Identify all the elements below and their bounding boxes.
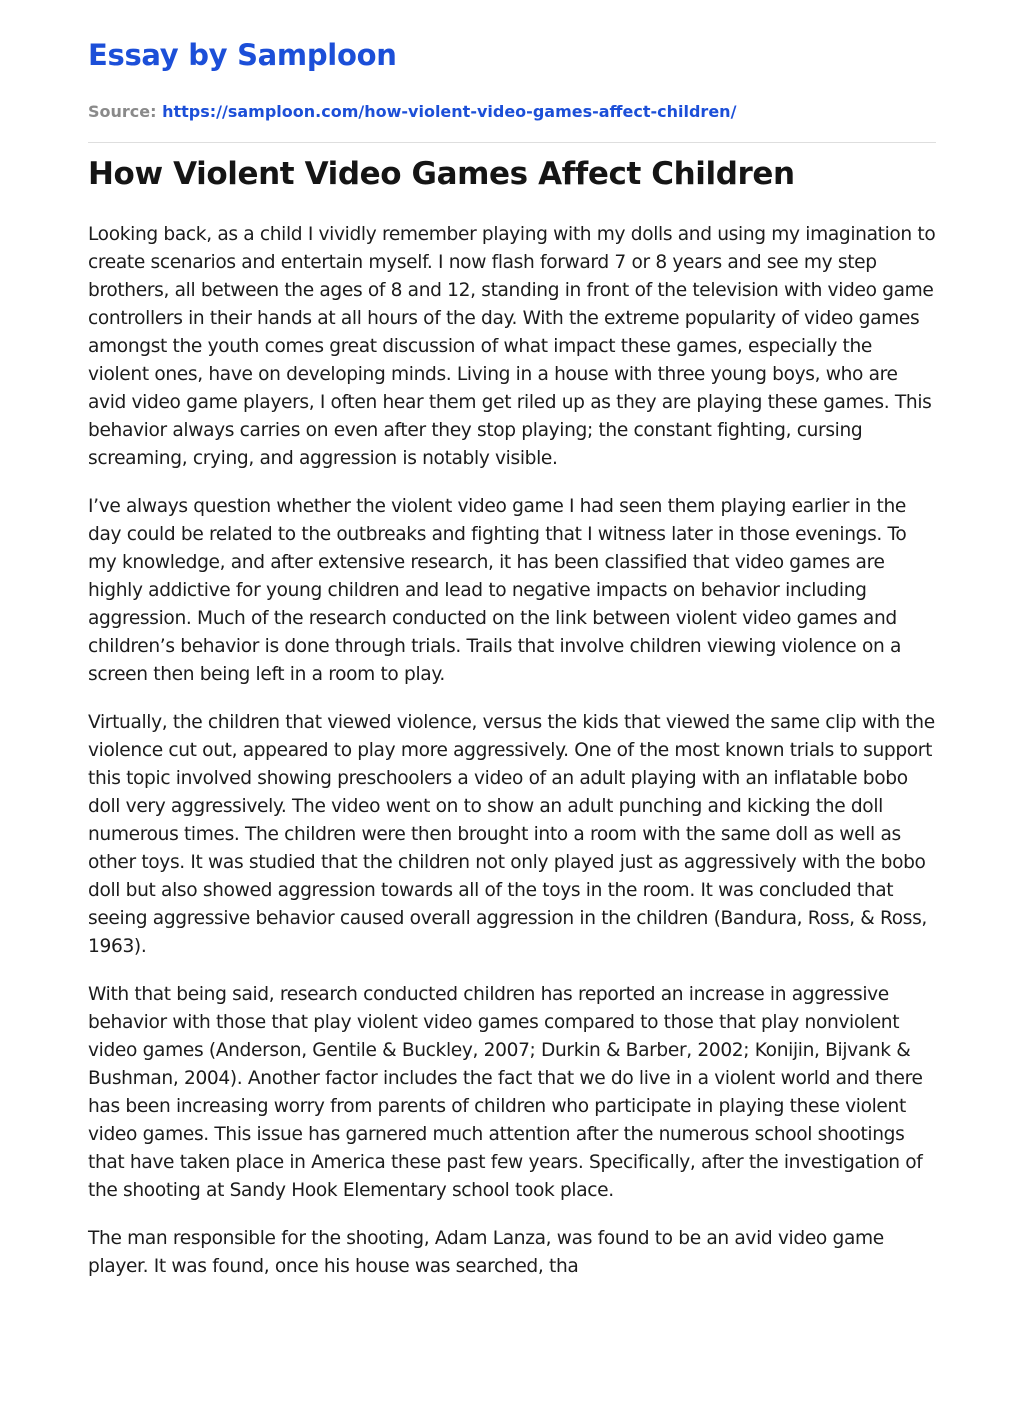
essay-paragraph: Looking back, as a child I vividly remember playing with my dolls and using my imagination to create scenarios and entertain myself. I now flash forward 7 or 8 years and see my step brothers, all between the ages of 8 and 12, standing in front of the television with video game controllers in their hands at all hours of the day. With the extreme popularity of video games amongst the youth comes great discussion of what impact these games, especially the violent ones, have on developing minds. Living in a house with three young boys, who are avid video game players, I often hear them get riled up as they are playing these games. This behavior always carries on even after they stop playing; the constant fighting, cursing screaming, crying, and aggression is notably visible.: [88, 224, 936, 469]
header-divider: [88, 142, 936, 143]
essay-paragraph: I’ve always question whether the violent video game I had seen them playing earlier in the day could be related to the outbreaks and fighting that I witness later in those evenings. To my knowledge, and after extensive research, it has been classified that video games are highly addictive for young children and lead to negative impacts on behavior including aggression. Much of the research conducted on the link between violent video games and children’s behavior is done through trials. Trails that involve children viewing violence on a screen then being left in a room to play.: [88, 496, 907, 685]
essay-paragraph: With that being said, research conducted children has reported an increase in aggressive behavior with those that play violent video games compared to those that play nonviolent video games (Anderson, Gentile & Buckley, 2007; Durkin & Barber, 2002; Konijin, Bijvank & Bushman, 2004). Another factor includes the fact that we do live in a violent world and there has been increasing worry from parents of children who participate in playing these violent video games. This issue has garnered much attention after the numerous school shootings that have taken place in America these past few years. Specifically, after the investigation of the shooting at Sandy Hook Elementary school took place.: [88, 984, 923, 1201]
essay-body: [88, 221, 936, 1301]
source-label: Source:: [88, 102, 157, 121]
essay-paragraph: Virtually, the children that viewed violence, versus the kids that viewed the same clip with the violence cut out, appeared to play more aggressively. One of the most known trials to support this topic involved showing preschoolers a video of an adult playing with an inflatable bobo doll very aggressively. The video went on to show an adult punching and kicking the doll numerous times. The children were then brought into a room with the same doll as well as other toys. It was studied that the children not only played just as aggressively with the bobo doll but also showed aggression towards all of the toys in the room. It was concluded that seeing aggressive behavior caused overall aggression in the children (Bandura, Ross, & Ross, 1963).: [88, 712, 935, 957]
source-line: [88, 102, 736, 121]
source-link[interactable]: https://samploon.com/how-violent-video-games-affect-children/: [162, 102, 737, 121]
essay-paragraph: The man responsible for the shooting, Adam Lanza, was found to be an avid video game player. It was found, once his house was searched, tha: [88, 1228, 884, 1277]
site-brand: Essay by Samploon: [88, 38, 397, 72]
essay-title: How Violent Video Games Affect Children: [88, 156, 795, 192]
